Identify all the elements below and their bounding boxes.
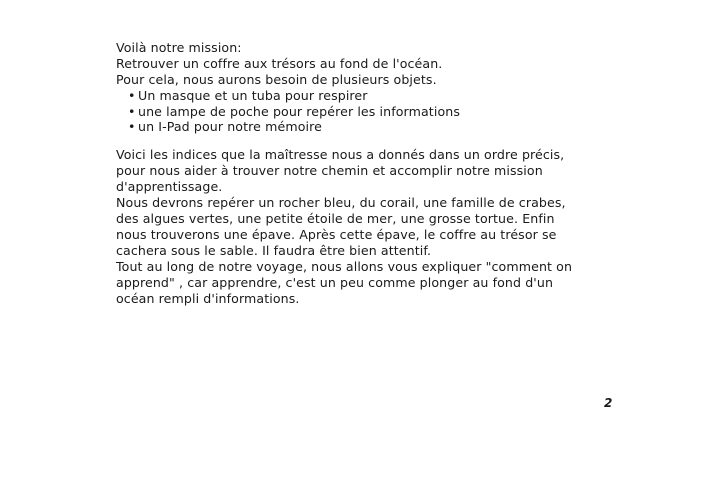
voyage-paragraph: Tout au long de notre voyage, nous allons vous expliquer "comment on apprend" , car apprendre, c'est un peu comme plonger au fond d'un océan rempli d'informations. xyxy=(116,258,573,306)
objects-intro: Pour cela, nous aurons besoin de plusieurs objets. xyxy=(116,72,437,87)
list-item: • Un masque et un tuba pour respirer xyxy=(128,88,596,104)
objects-list xyxy=(116,88,596,135)
page-number: 2 xyxy=(604,396,613,410)
list-item: • une lampe de poche pour repérer les informations xyxy=(128,104,596,120)
document-body xyxy=(116,40,596,307)
path-paragraph: Nous devrons repérer un rocher bleu, du corail, une famille de crabes, des algues vertes, une petite étoile de mer, une grosse tortue. Enfin nous trouverons une épave. Après cette épave, le coffre au trésor se cachera sous le sable. Il faudra être bien attentif. xyxy=(116,194,566,258)
mission-goal: Retrouver un coffre aux trésors au fond de l'océan. xyxy=(116,56,443,71)
list-item: • un I-Pad pour notre mémoire xyxy=(128,119,596,135)
mission-heading: Voilà notre mission: xyxy=(116,40,242,55)
hints-paragraph: Voici les indices que la maîtresse nous a donnés dans un ordre précis, pour nous aider à trouver notre chemin et accomplir notre mission d'apprentissage. xyxy=(116,146,565,194)
